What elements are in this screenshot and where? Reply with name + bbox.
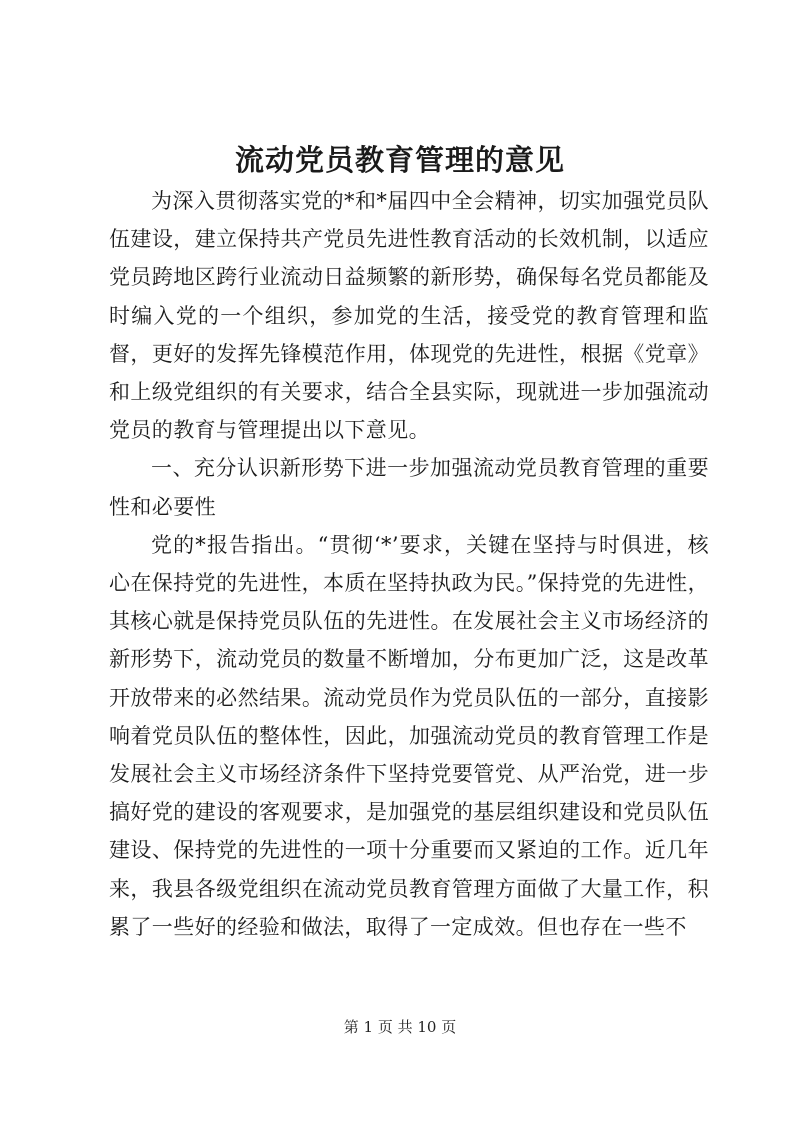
paragraph-section-1: 党的*报告指出。“贯彻‘*’要求，关键在坚持与时俱进，核心在保持党的先进性，本质在坚持执政为民。”保持党的先进性，其核心就是保持党员队伍的先进性。在发展社会主义市场经济的新形势下，流动党员的数量不断增加，分布更加广泛，这是改革开放带来的必然结果。流动党员作为党员队伍的一部分，直接影响着党员队伍的整体性，因此，加强流动党员的教育管理工作是发展社会主义市场经济条件下坚持党要管党、从严治党，进一步搞好党的建设的客观要求，是加强党的基层组织建设和党员队伍建设、保持党的先进性的一项十分重要而又紧迫的工作。近几年来，我县各级党组织在流动党员教育管理方面做了大量工作，积累了一些好的经验和做法，取得了一定成效。但也存在一些不 (109, 532, 709, 939)
section-heading-1: 一、充分认识新形势下进一步加强流动党员教育管理的重要性和必要性 (109, 456, 709, 519)
document-title: 流动党员教育管理的意见 (234, 143, 565, 177)
page-number-footer: 第 1 页 共 10 页 (343, 1018, 457, 1036)
document-body (109, 182, 709, 946)
paragraph-intro: 为深入贯彻落实党的*和*届四中全会精神，切实加强党员队伍建设，建立保持共产党员先进性教育活动的长效机制，以适应党员跨地区跨行业流动日益频繁的新形势，确保每名党员都能及时编入党的一个组织，参加党的生活，接受党的教育管理和监督，更好的发挥先锋模范作用，体现党的先进性，根据《党章》和上级党组织的有关要求，结合全县实际，现就进一步加强流动党员的教育与管理提出以下意见。 (109, 189, 709, 443)
